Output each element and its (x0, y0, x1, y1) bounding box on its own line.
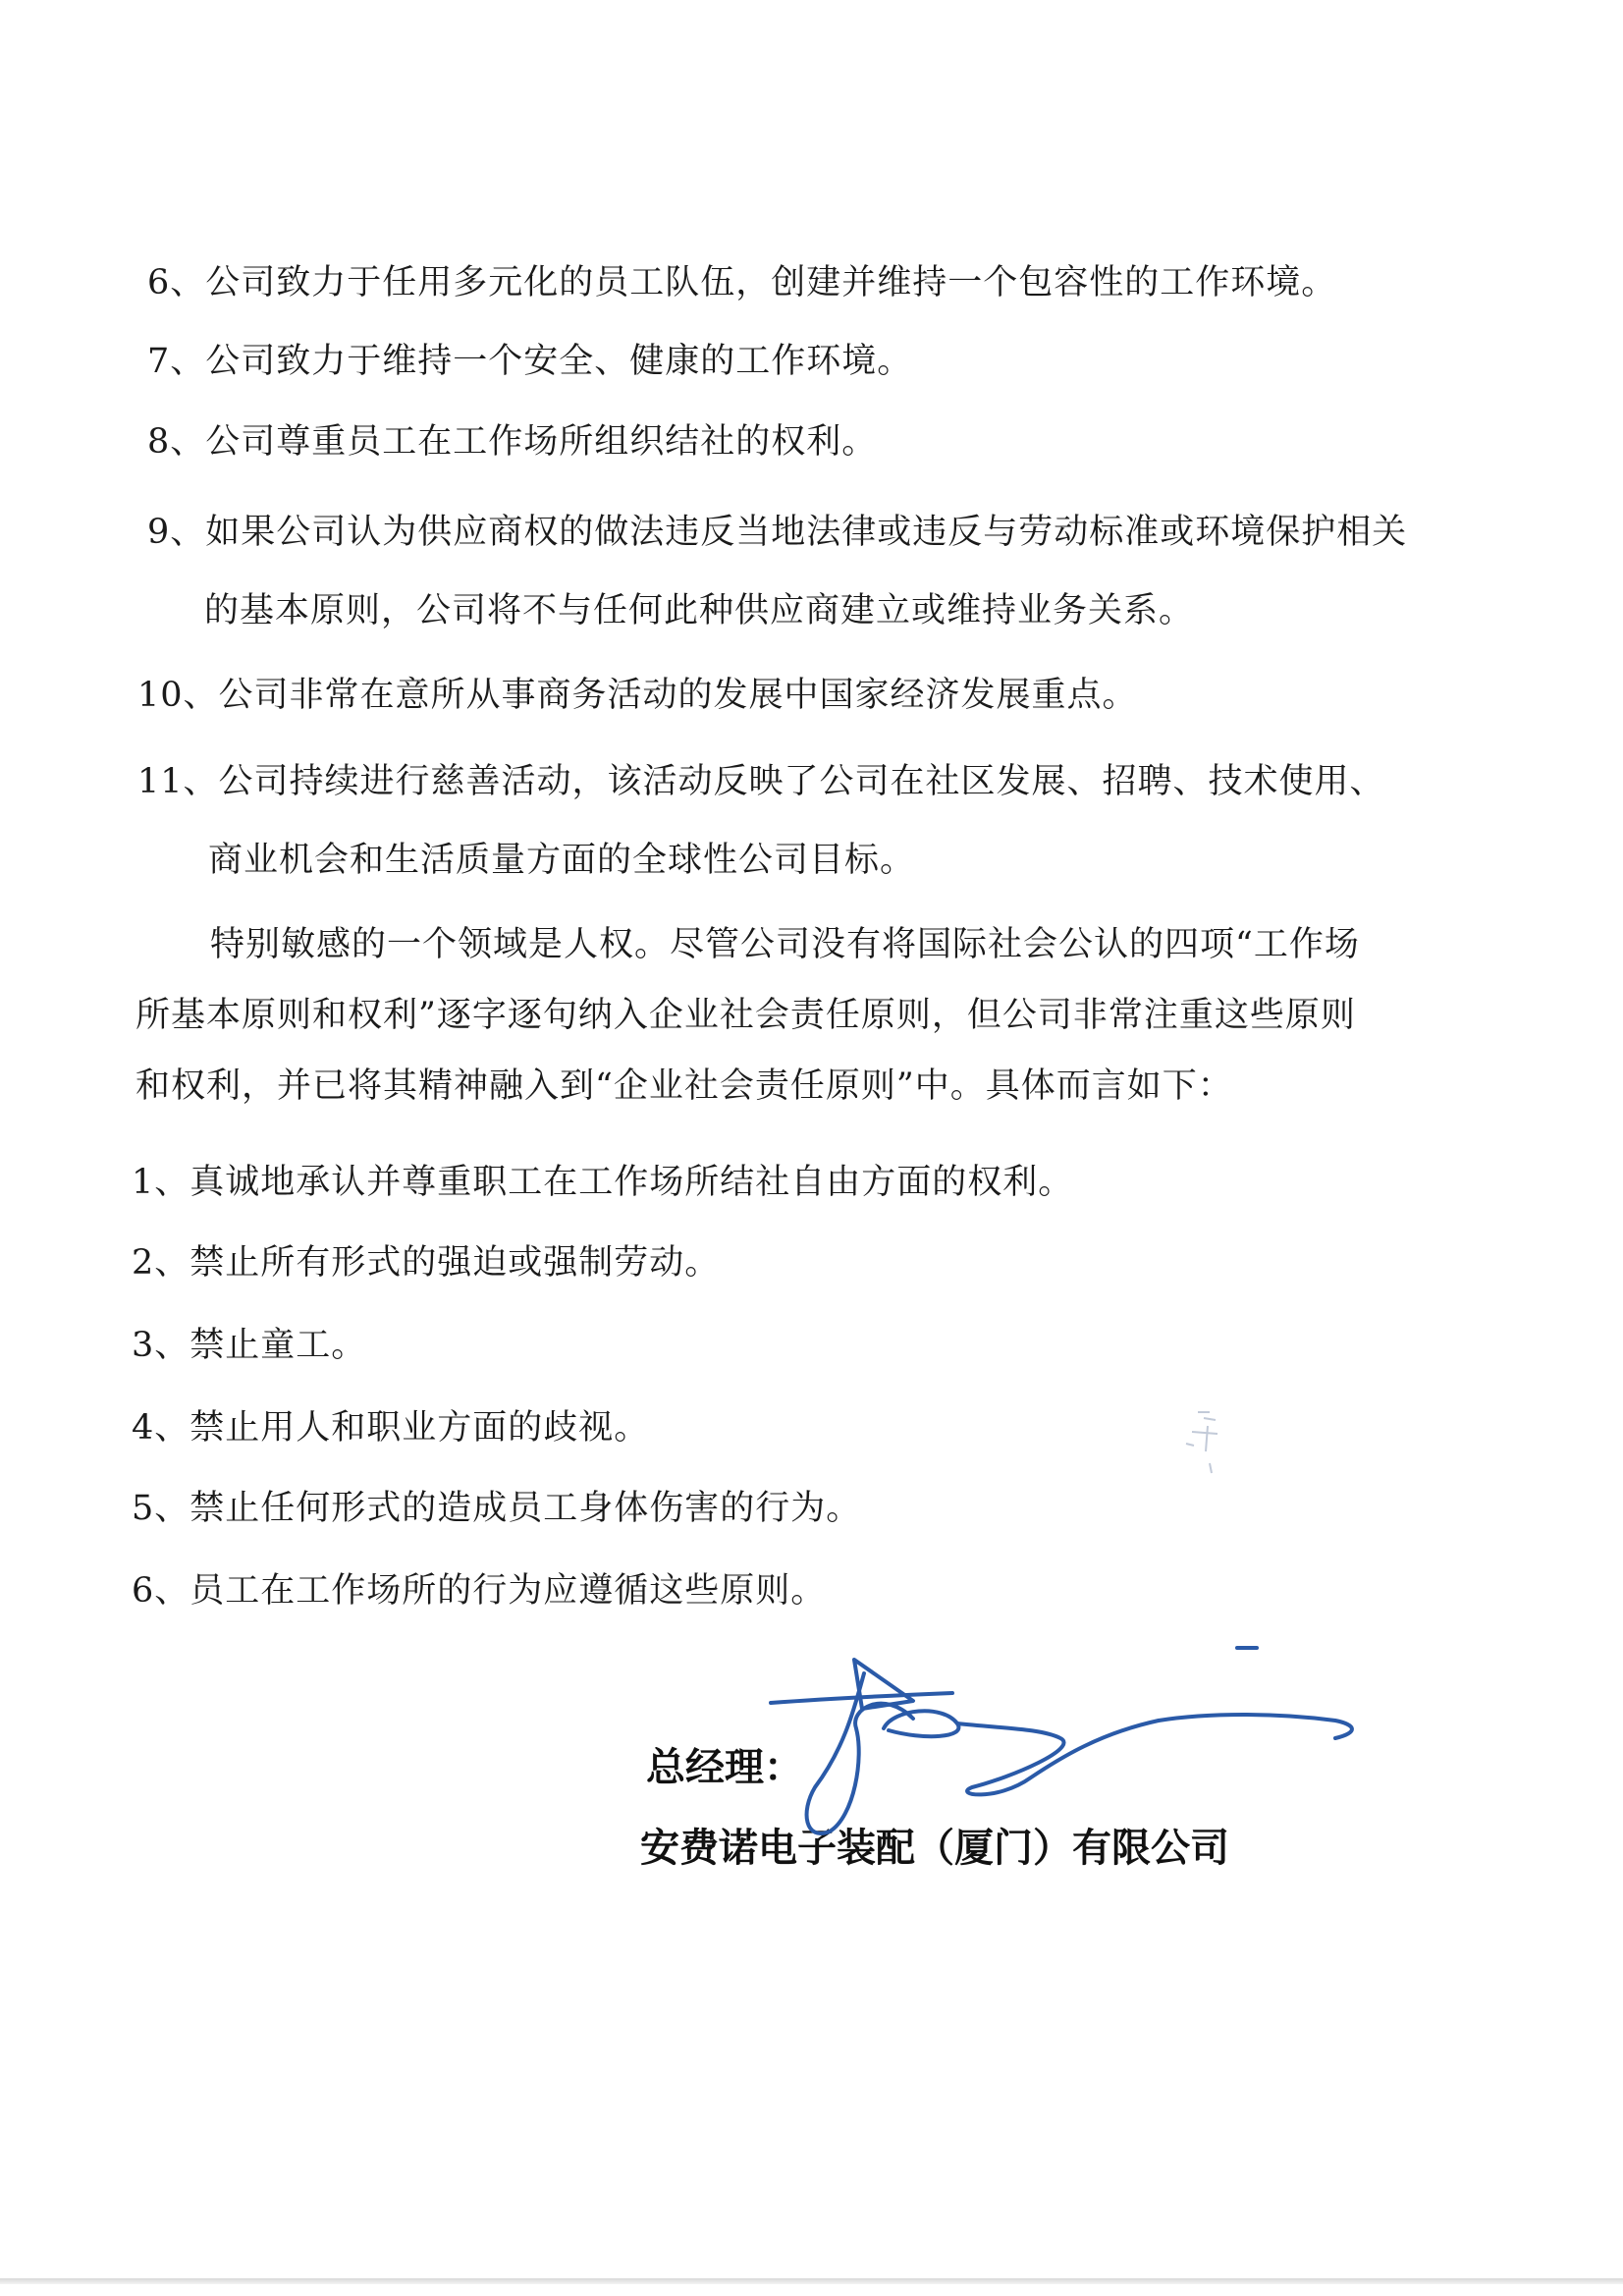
scan-edge (0, 2278, 1623, 2284)
paragraph-text: 所基本原则和权利”逐字逐句纳入企业社会责任原则，但公司非常注重这些原则 (135, 996, 1356, 1035)
list-text: 公司尊重员工在工作场所组织结社的权利。 (205, 422, 878, 462)
list-text: 公司致力于维持一个安全、健康的工作环境。 (205, 342, 913, 381)
list-text: 禁止用人和职业方面的歧视。 (189, 1408, 650, 1448)
list-number: 7、 (147, 342, 206, 381)
list-number: 1、 (132, 1163, 190, 1202)
list-item (147, 420, 877, 464)
list-item (132, 1241, 720, 1285)
list-number: 3、 (132, 1326, 190, 1365)
list-text: 禁止童工。 (189, 1326, 367, 1365)
list-text: 公司持续进行慈善活动，该活动反映了公司在社区发展、招聘、技术使用、 (218, 762, 1385, 801)
list-text: 禁止任何形式的造成员工身体伤害的行为。 (189, 1489, 862, 1528)
list-text: 员工在工作场所的行为应遵循这些原则。 (189, 1571, 827, 1611)
list-item (147, 511, 1407, 554)
list-item (132, 1487, 861, 1530)
list-number: 9、 (147, 513, 206, 552)
signoff-title: 总经理： (646, 1745, 803, 1790)
list-text: 禁止所有形式的强迫或强制劳动。 (189, 1243, 721, 1283)
scan-specks (1168, 1404, 1247, 1503)
list-item (147, 340, 912, 383)
list-item-continuation (208, 839, 915, 882)
list-number: 4、 (132, 1408, 190, 1448)
list-number: 8、 (147, 422, 206, 462)
paragraph-line (210, 923, 1360, 966)
list-item (147, 261, 1336, 304)
list-number: 2、 (132, 1243, 190, 1283)
list-text: 的基本原则，公司将不与任何此种供应商建立或维持业务关系。 (204, 591, 1195, 630)
paragraph-text: 和权利，并已将其精神融入到“企业社会责任原则”中。具体而言如下： (135, 1066, 1233, 1106)
list-text: 真诚地承认并尊重职工在工作场所结社自由方面的权利。 (189, 1163, 1074, 1202)
paragraph-line (135, 994, 1356, 1037)
list-number: 11、 (137, 762, 219, 801)
signature-image (746, 1630, 1394, 1866)
list-number: 6、 (147, 263, 206, 302)
paragraph-text: 特别敏感的一个领域是人权。尽管公司没有将国际社会公认的四项“工作场 (210, 925, 1360, 964)
list-item (132, 1324, 366, 1367)
list-item (132, 1406, 649, 1449)
list-item (132, 1161, 1073, 1204)
list-text: 公司非常在意所从事商务活动的发展中国家经济发展重点。 (218, 676, 1138, 715)
list-item (137, 760, 1385, 803)
list-text: 商业机会和生活质量方面的全球性公司目标。 (208, 841, 916, 880)
list-item (132, 1569, 826, 1613)
list-number: 5、 (132, 1489, 190, 1528)
list-number: 10、 (137, 676, 219, 715)
list-item (137, 674, 1138, 717)
list-text: 如果公司认为供应商权的做法违反当地法律或违反与劳动标准或环境保护相关 (205, 513, 1408, 552)
list-text: 公司致力于任用多元化的员工队伍，创建并维持一个包容性的工作环境。 (205, 263, 1337, 302)
company-name: 安费诺电子装配（厦门）有限公司 (640, 1826, 1229, 1871)
list-number: 6、 (132, 1571, 190, 1611)
paragraph-line (135, 1065, 1233, 1108)
list-item-continuation (204, 589, 1194, 632)
